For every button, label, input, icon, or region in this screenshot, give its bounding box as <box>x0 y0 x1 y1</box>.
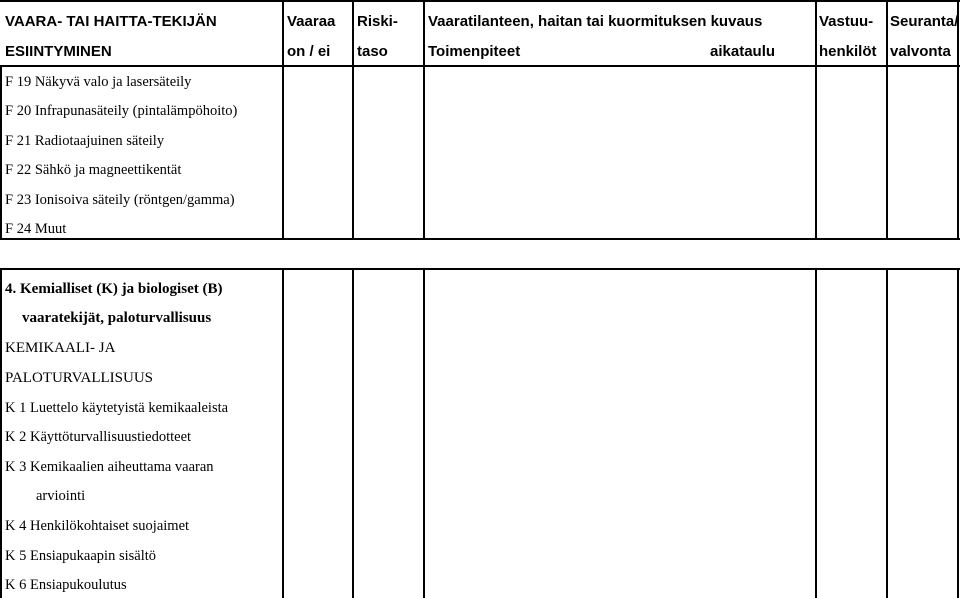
section-k-subtitle-line2: PALOTURVALLISUUS <box>5 370 153 386</box>
section-f-row: F 23 Ionisoiva säteily (röntgen/gamma) <box>5 192 235 208</box>
section-k-row: K 4 Henkilökohtaiset suojaimet <box>5 518 190 534</box>
section-k-divider-1 <box>282 268 284 598</box>
section-k-row: K 5 Ensiapukaapin sisältö <box>5 548 157 564</box>
header-col6-line2: valvonta <box>890 43 951 60</box>
header-col4-line2a: Toimenpiteet <box>428 43 521 60</box>
section-f-row: F 19 Näkyvä valo ja lasersäteily <box>5 74 192 90</box>
section-f-divider-2 <box>352 65 354 240</box>
header-col5-line2: henkilöt <box>819 43 877 60</box>
section-k-subtitle-line1: KEMIKAALI- JA <box>5 340 116 356</box>
section-k-row: K 2 Käyttöturvallisuustiedotteet <box>5 429 192 445</box>
header-col6-line1: Seuranta/ <box>890 13 959 30</box>
section-k-title-line2: vaaratekijät, paloturvallisuus <box>22 310 212 326</box>
section-k-right-border <box>957 268 959 598</box>
section-f-right-border <box>957 65 959 240</box>
section-f-divider-1 <box>282 65 284 240</box>
section-k-row: K 1 Luettelo käytetyistä kemikaaleista <box>5 400 229 416</box>
section-k-divider-2 <box>352 268 354 598</box>
header-divider-1 <box>282 0 284 67</box>
section-k-row: K 6 Ensiapukoulutus <box>5 577 127 593</box>
header-col3-line1: Riski- <box>357 13 398 30</box>
header-col1-line2: ESIINTYMINEN <box>5 43 112 60</box>
section-k-row: arviointi <box>36 488 86 504</box>
header-col2-line2: on / ei <box>287 43 331 60</box>
section-f-row: F 24 Muut <box>5 221 67 237</box>
header-col5-line1: Vastuu- <box>819 13 874 30</box>
header-right-border <box>957 0 959 67</box>
section-f-divider-3 <box>423 65 425 240</box>
section-f-left-border <box>0 65 2 240</box>
section-f-divider-4 <box>815 65 817 240</box>
header-col4-line2b: aikataulu <box>710 43 776 60</box>
header-col4-line1: Vaaratilanteen, haitan tai kuormituksen kuvaus <box>428 13 763 30</box>
header-divider-3 <box>423 0 425 67</box>
section-k-divider-4 <box>815 268 817 598</box>
section-k-divider-5 <box>886 268 888 598</box>
section-k-left-border <box>0 268 2 598</box>
header-divider-5 <box>886 0 888 67</box>
header-col2-line1: Vaaraa <box>287 13 336 30</box>
header-col3-line2: taso <box>357 43 388 60</box>
header-col1-line1: VAARA- TAI HAITTA-TEKIJÄN <box>5 13 217 30</box>
section-f-row: F 21 Radiotaajuinen säteily <box>5 133 165 149</box>
section-k-title-line1: 4. Kemialliset (K) ja biologiset (B) <box>5 281 223 297</box>
section-k-row: K 3 Kemikaalien aiheuttama vaaran <box>5 459 214 475</box>
section-f-row: F 20 Infrapunasäteily (pintalämpöhoito) <box>5 103 238 119</box>
header-divider-2 <box>352 0 354 67</box>
section-k-divider-3 <box>423 268 425 598</box>
header-divider-4 <box>815 0 817 67</box>
section-f-divider-5 <box>886 65 888 240</box>
section-f-row: F 22 Sähkö ja magneettikentät <box>5 162 182 178</box>
